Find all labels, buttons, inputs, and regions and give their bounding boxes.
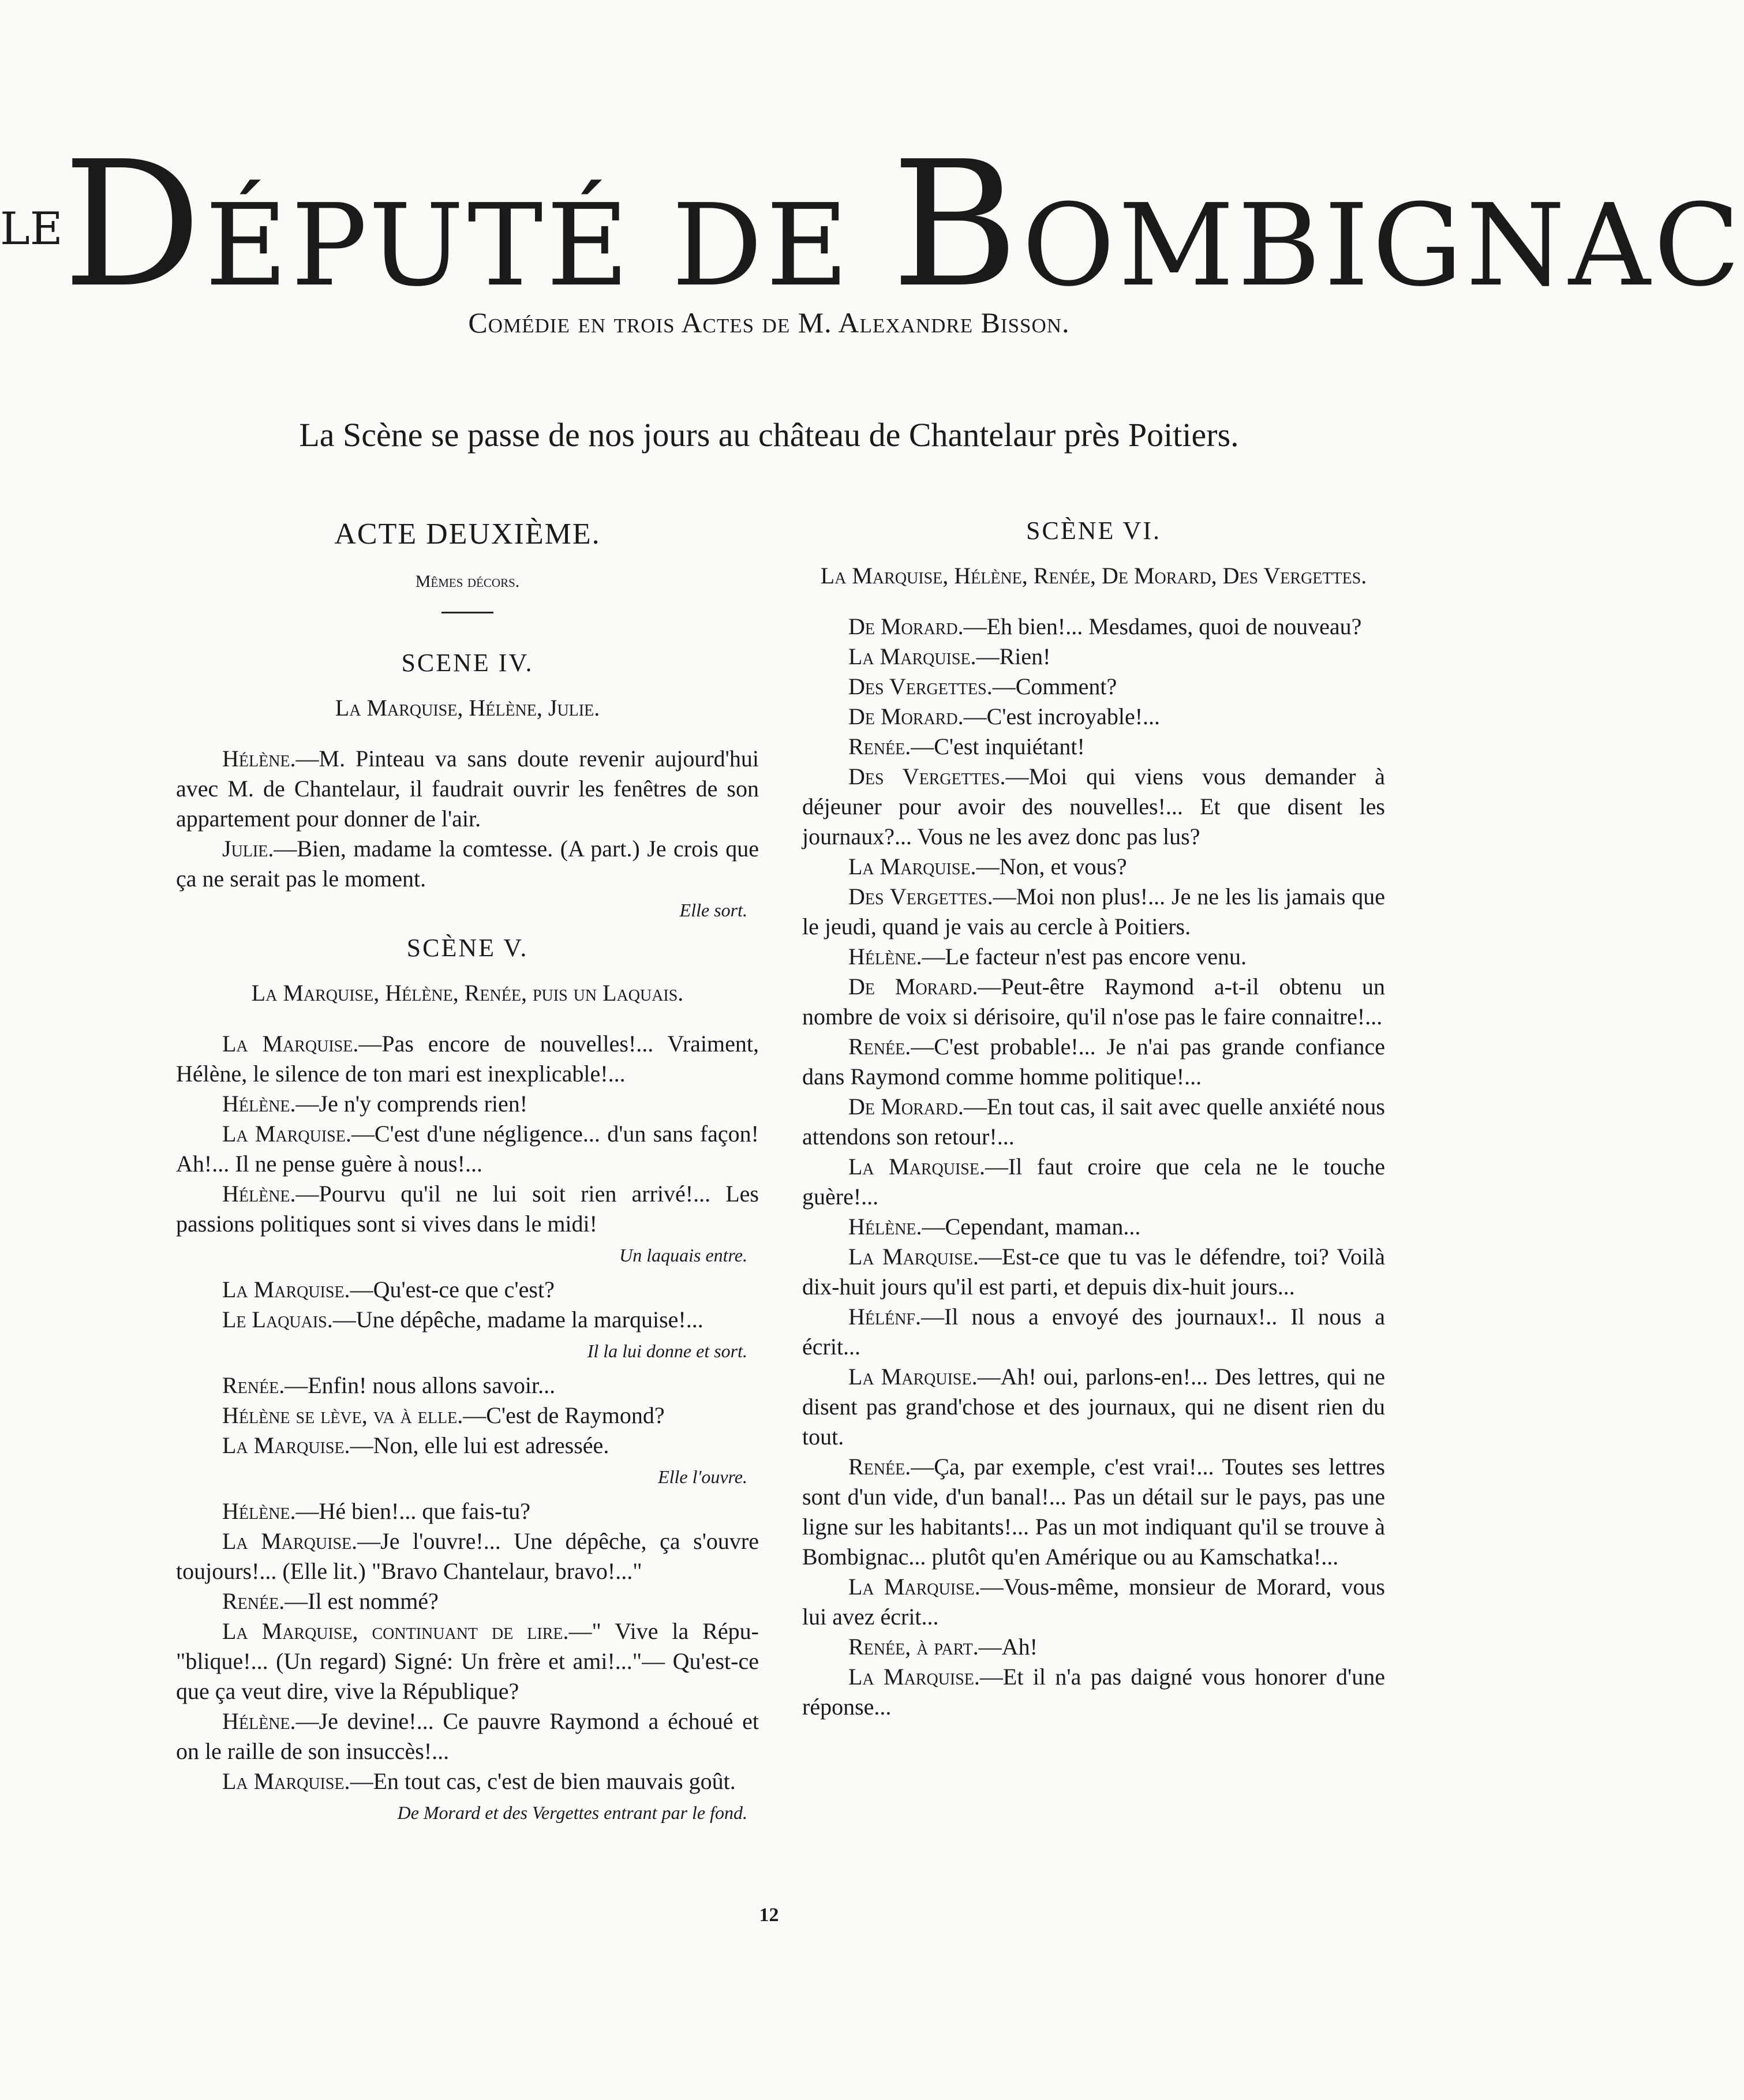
dialogue-text: —Non, elle lui est adressée. <box>350 1432 609 1458</box>
dialogue-text: —Ça, par exemple, c'est vrai!... Toutes ses lettres sont d'un vide, d'un banal!... Pas un détail sur le pays, pas une ligne sur les habitants!... Pas un mot indiquant qu'il se trouve à Bombignac... plutôt qu'en Amérique ou au Kamschatka!... <box>802 1454 1385 1570</box>
dialogue-text: —Qu'est-ce que c'est? <box>350 1277 555 1302</box>
speaker-name: Renée. <box>848 1034 911 1060</box>
speaker-name: La Marquise. <box>222 1432 350 1458</box>
dialogue-line <box>176 1706 759 1766</box>
speaker-name: La Marquise. <box>222 1031 359 1057</box>
speaker-name: La Marquise. <box>848 854 976 879</box>
speaker-name: Renée, à part. <box>848 1634 979 1660</box>
speaker-name: La Marquise. <box>848 1664 980 1690</box>
scene-cast: La Marquise, Hélène, Renée, puis un Laquais. <box>251 980 684 1006</box>
dialogue-text: —Est-ce que tu vas le défendre, toi? Voilà dix-huit jours qu'il est parti, et depuis dix-huit jours... <box>802 1244 1385 1300</box>
title-initial-d: D <box>62 124 205 325</box>
speaker-name: Renée. <box>222 1372 285 1398</box>
scene-cast: La Marquise, Hélène, Renée, De Morard, Des Vergettes. <box>820 563 1367 589</box>
dialogue-text: —Bien, madame la comtesse. (A part.) Je crois que ça ne serait pas le moment. <box>176 836 759 892</box>
dialogue-line <box>802 702 1385 732</box>
dialogue-line <box>176 1616 759 1706</box>
dialogue-line <box>802 1242 1385 1302</box>
speaker-name: Hélène. <box>222 1498 296 1524</box>
dialogue-line <box>176 1496 759 1526</box>
speaker-name: Renée. <box>848 1454 911 1480</box>
dialogue-line <box>176 834 759 894</box>
dialogue-text: —Il est nommé? <box>285 1588 439 1614</box>
dialogue-text: —C'est d'une négligence... d'un sans façon! Ah!... Il ne pense guère à nous!... <box>176 1121 759 1177</box>
dialogue-text: —Pas encore de nouvelles!... Vraiment, Hélène, le silence de ton mari est inexplicable!... <box>176 1031 759 1087</box>
dialogue-text: —Non, et vous? <box>976 854 1127 879</box>
title-part1: ÉPUTÉ DE <box>205 180 892 312</box>
dialogue-text: —Ah! oui, parlons-en!... Des lettres, qui ne disent pas grand'chose et des journaux, qui ne disent rien du tout. <box>802 1364 1386 1450</box>
speaker-name: La Marquise, continuant de lire. <box>222 1618 569 1644</box>
speaker-name: Hélène. <box>222 1091 296 1117</box>
dialogue-line <box>802 852 1385 882</box>
dialogue-line <box>176 1401 759 1431</box>
dialogue-text: —Enfin! nous allons savoir... <box>285 1372 556 1398</box>
speaker-name: Des Vergettes. <box>848 673 993 699</box>
dialogue-text: —Moi qui viens vous demander à déjeuner pour avoir des nouvelles!... Et que disent les journaux?... Vous ne les avez donc pas lus? <box>802 763 1385 849</box>
setting-line: La Scène se passe de nos jours au château de Chantelaur près Poitiers. <box>299 416 1239 454</box>
divider <box>441 612 493 613</box>
dialogue-line <box>176 744 759 834</box>
dialogue-line <box>802 972 1385 1032</box>
dialogue-line <box>176 1179 759 1239</box>
dialogue-line <box>802 1572 1385 1632</box>
stage-direction: Elle l'ouvre. <box>658 1466 747 1487</box>
dialogue-line <box>176 1119 759 1179</box>
speaker-name: De Morard. <box>848 1094 964 1120</box>
dialogue-text: —En tout cas, il sait avec quelle anxiété nous attendons son retour!... <box>802 1094 1385 1150</box>
dialogue-line <box>802 762 1385 852</box>
dialogue-line <box>176 1305 759 1335</box>
dialogue-text: —Le facteur n'est pas encore venu. <box>922 944 1247 969</box>
dialogue-text: —Eh bien!... Mesdames, quoi de nouveau? <box>963 613 1362 639</box>
speaker-name: Hélénf. <box>848 1304 921 1330</box>
dialogue-text: —Hé bien!... que fais-tu? <box>295 1498 531 1524</box>
speaker-name: La Marquise. <box>222 1768 350 1794</box>
dialogue-text: —Comment? <box>992 673 1117 699</box>
decor-note: Mêmes décors. <box>415 572 520 591</box>
speaker-name: Renée. <box>222 1588 285 1614</box>
speaker-name: Hélène se lève, va à elle. <box>222 1402 463 1428</box>
scene-heading: SCENE IV. <box>401 649 534 677</box>
speaker-name: La Marquise. <box>848 1574 980 1600</box>
speaker-name: Hélène. <box>222 746 296 772</box>
dialogue-line <box>802 612 1385 642</box>
dialogue-line <box>176 1029 759 1089</box>
dialogue-line <box>176 1431 759 1461</box>
dialogue-text: —Il nous a envoyé des journaux!.. Il nous a écrit... <box>802 1304 1385 1360</box>
speaker-name: Renée. <box>848 733 911 759</box>
dialogue-text: —Je n'y comprends rien! <box>295 1091 528 1117</box>
dialogue-line <box>802 1662 1385 1722</box>
dialogue-text: —En tout cas, c'est de bien mauvais goût. <box>350 1768 736 1794</box>
dialogue-line <box>802 1092 1385 1152</box>
dialogue-text: —" Vive la Répu- "blique!... (Un regard) Signé: Un frère et ami!..."— Qu'est-ce que ça veut dire, vive la République? <box>176 1618 759 1704</box>
speaker-name: De Morard. <box>848 613 964 639</box>
stage-direction: Elle sort. <box>679 900 747 920</box>
dialogue-line <box>802 1632 1385 1662</box>
dialogue-line <box>802 642 1385 672</box>
speaker-name: La Marquise. <box>222 1121 351 1147</box>
scene-heading: SCÈNE V. <box>406 934 529 962</box>
speaker-name: La Marquise. <box>848 1154 985 1180</box>
dialogue-line <box>802 1032 1385 1092</box>
dialogue-line <box>176 1275 759 1305</box>
dialogue-text: —C'est incroyable!... <box>963 703 1161 729</box>
subtitle: Comédie en trois Actes de M. Alexandre Bisson. <box>468 306 1070 339</box>
left-column <box>176 508 759 1832</box>
dialogue-line <box>802 732 1385 762</box>
dialogue-line <box>802 1362 1385 1452</box>
dialogue-line <box>802 1212 1385 1242</box>
stage-direction: De Morard et des Vergettes entrant par le fond. <box>397 1802 747 1823</box>
dialogue-line <box>802 672 1385 702</box>
act-heading: ACTE DEUXIÈME. <box>334 518 601 551</box>
dialogue-line <box>802 882 1385 942</box>
speaker-name: Hélène. <box>848 944 922 969</box>
dialogue-line <box>802 1152 1385 1212</box>
dialogue-text: —M. Pinteau va sans doute revenir aujourd'hui avec M. de Chantelaur, il faudrait ouvrir les fenêtres de son appartement pour donner de l'air. <box>176 746 759 832</box>
stage-direction: Il la lui donne et sort. <box>587 1341 747 1361</box>
dialogue-text: —Ah! <box>978 1634 1038 1660</box>
scene-cast: La Marquise, Hélène, Julie. <box>335 695 600 721</box>
speaker-name: Hélène. <box>848 1214 922 1240</box>
title-part2: OMBIGNAC <box>1022 180 1744 312</box>
speaker-name: Julie. <box>222 836 274 862</box>
dialogue-text: —C'est de Raymond? <box>463 1402 665 1428</box>
speaker-name: La Marquise. <box>222 1277 350 1302</box>
dialogue-text: —Moi non plus!... Je ne les lis jamais que le jeudi, quand je vais au cercle à Poitiers. <box>802 884 1385 939</box>
speaker-name: Hélène. <box>222 1181 296 1207</box>
speaker-name: La Marquise. <box>848 1364 978 1390</box>
dialogue-line <box>176 1586 759 1616</box>
speaker-name: Des Vergettes. <box>848 763 1006 789</box>
speaker-name: La Marquise. <box>848 643 976 669</box>
scene-heading: SCÈNE VI. <box>1026 516 1161 545</box>
title-initial-b: B <box>891 124 1023 325</box>
speaker-name: La Marquise. <box>222 1528 358 1554</box>
dialogue-text: —C'est probable!... Je n'ai pas grande confiance dans Raymond comme homme politique!... <box>802 1034 1385 1090</box>
dialogue-text: —Cependant, maman... <box>922 1214 1141 1240</box>
dialogue-text: —Il faut croire que cela ne le touche guère!... <box>802 1154 1385 1210</box>
dialogue-text: —C'est inquiétant! <box>911 733 1085 759</box>
page-number: 12 <box>759 1904 779 1926</box>
dialogue-line <box>802 1452 1385 1572</box>
dialogue-text: —Vous-même, monsieur de Morard, vous lui avez écrit... <box>802 1574 1385 1630</box>
speaker-name: De Morard. <box>848 703 964 729</box>
speaker-name: Hélène. <box>222 1708 296 1734</box>
speaker-name: Des Vergettes. <box>848 884 993 909</box>
dialogue-text: —Rien! <box>976 643 1051 669</box>
dialogue-text: —Peut-être Raymond a-t-il obtenu un nombre de voix si dérisoire, qu'il n'ose pas le faire connaitre!... <box>802 974 1385 1030</box>
speaker-name: Le Laquais. <box>222 1307 333 1332</box>
dialogue-text: —Je l'ouvre!... Une dépêche, ça s'ouvre toujours!... (Elle lit.) "Bravo Chantelaur, bravo!..." <box>176 1528 759 1584</box>
stage-direction: Un laquais entre. <box>619 1245 747 1266</box>
dialogue-line <box>802 1302 1385 1362</box>
dialogue-line <box>176 1371 759 1401</box>
dialogue-line <box>176 1766 759 1796</box>
right-column <box>802 508 1385 1722</box>
dialogue-line <box>176 1526 759 1586</box>
title-article: LE <box>0 203 63 255</box>
dialogue-text: —Une dépêche, madame la marquise!... <box>332 1307 703 1332</box>
dialogue-line <box>176 1089 759 1119</box>
speaker-name: La Marquise. <box>848 1244 979 1270</box>
speaker-name: De Morard. <box>848 974 978 1000</box>
dialogue-line <box>802 942 1385 972</box>
dialogue-text: —Pourvu qu'il ne lui soit rien arrivé!... Les passions politiques sont si vives dans le midi! <box>176 1181 759 1237</box>
dialogue-text: —Je devine!... Ce pauvre Raymond a échoué et on le raille de son insuccès!... <box>176 1708 759 1764</box>
dialogue-text: —Et il n'a pas daigné vous honorer d'une réponse... <box>802 1664 1385 1720</box>
